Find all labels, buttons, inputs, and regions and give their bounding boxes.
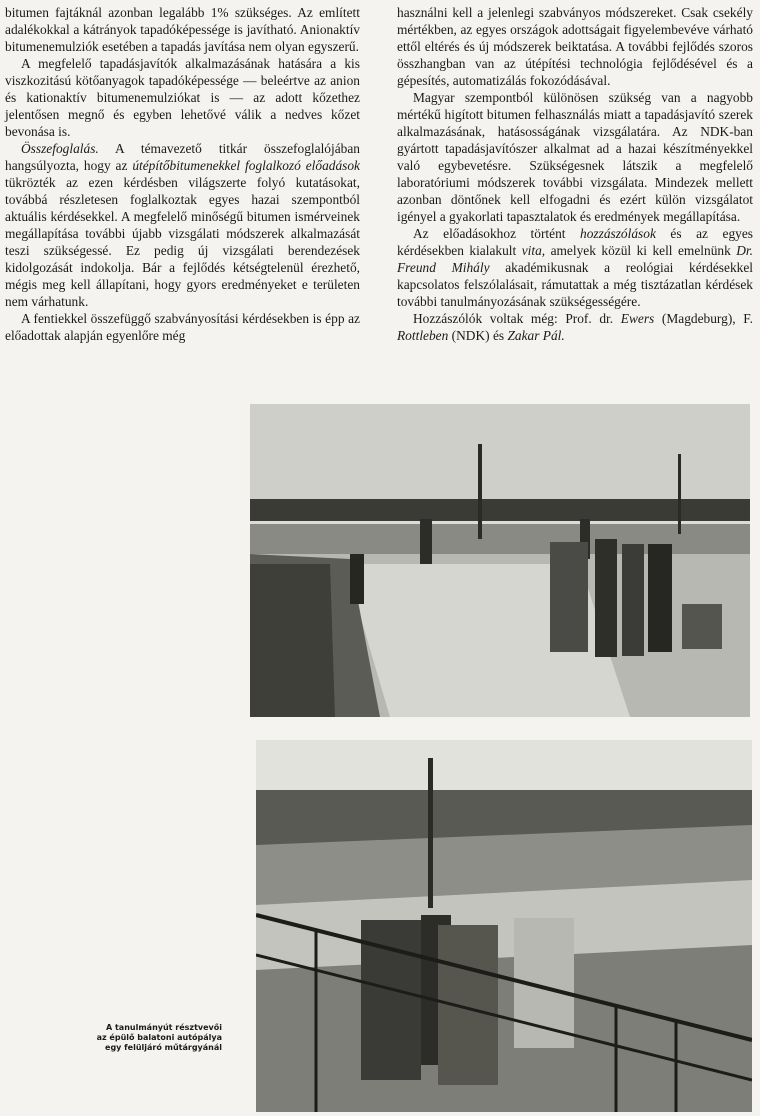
summary-heading: Összefoglalás. [21, 141, 99, 156]
summary-paragraph: Összefoglalás. A témavezető titkár összefoglalójában hangsúlyozta, hogy az útépítőbitumenekkel foglalkozó előadások tükrözték az ezen kérdésben világszerte folyó kutatásokat, továbbá részletesen foglalkoztak egyes hazai szempontból aktuális kérdésekkel. A megfelelő minőségű bitumen ismérveinek megállapítása további újabb vizsgálati módszerek alkalmazását teszi szükségessé. Ez pedig új vizsgálati berendezések kidolgozását indokolja. Bár a fejlődés kétségtelenül érezhető, mégis meg kell állapítani, hogy gyors eredményeket e területen nem várhatunk. [5, 141, 361, 309]
paragraph: A fentiekkel összefüggő szabványosítási kérdésekben is épp az előadottak alapján egyenlőre még [5, 311, 360, 343]
left-text-column [5, 4, 360, 344]
paragraph: használni kell a jelenlegi szabványos módszereket. Csak csekély mértékben, az egyes országok adottságait figyelembevéve várható ettől eltérés és új módszerek beiktatása. A további fejlődés szoros összhangban van az útépítési technológia fejlődésével és a gépesítés, automatizálás fokozódásával. [397, 5, 753, 88]
paragraph: Hozzászólók voltak még: Prof. dr. Ewers (Magdeburg), F. Rottleben (NDK) és Zakar Pál. [397, 311, 754, 343]
photo-caption: A tanulmányút résztvevői az épülő balatoni autópálya egy felüljáró műtárgyánál [96, 1023, 222, 1052]
paragraph: bitumen fajtáknál azonban legalább 1% szükséges. Az említett adalékokkal a kátrányok tapadóképessége is javítható. Anionaktív bitumenemulziók esetében a tapadás javítása nem olyan egyszerű. [5, 5, 360, 54]
photo-overpass-road [250, 404, 750, 717]
photo-tour-participants [256, 740, 752, 1112]
paragraph: A megfelelő tapadásjavítók alkalmazásának hatására a kis viszkozitású kötőanyagok tapadóképessége — beleértve az anion és kationaktív bitumenemulziókat is — az adott kőzethez jelentősen megnő és egyben lehetővé válik a nedves kőzet bevonása is. [5, 56, 360, 139]
paragraph: Az előadásokhoz történt hozzászólások és az egyes kérdésekben kialakult vita, amelyek közül ki kell emelnünk Dr. Freund Mihály akadémikusnak a reológiai kérdésekkel kapcsolatos felszólalásait, rámutattak a még tisztázatlan kérdések további tanulmányozásának szükségességére. [397, 226, 753, 309]
paragraph: Magyar szempontból különösen szükség van a nagyobb mértékű higított bitumen felhasználás miatt a tapadásjavító szerek alkalmazásának, hatásosságának vizsgálatára. Az NDK-ban gyártott tapadásjavítószer alkalmat ad a hazai készítményekkel való egybevetésre. Szükségesnek látszik a megfelelő laboratóriumi módszerek további vizsgálata. Mindezek mellett azonban döntőnek kell elfogadni és ezért külön vizsgálatot igényel a gyakorlati tapasztalatok és eredmények megállapítása. [397, 90, 753, 224]
right-text-column [397, 4, 753, 344]
